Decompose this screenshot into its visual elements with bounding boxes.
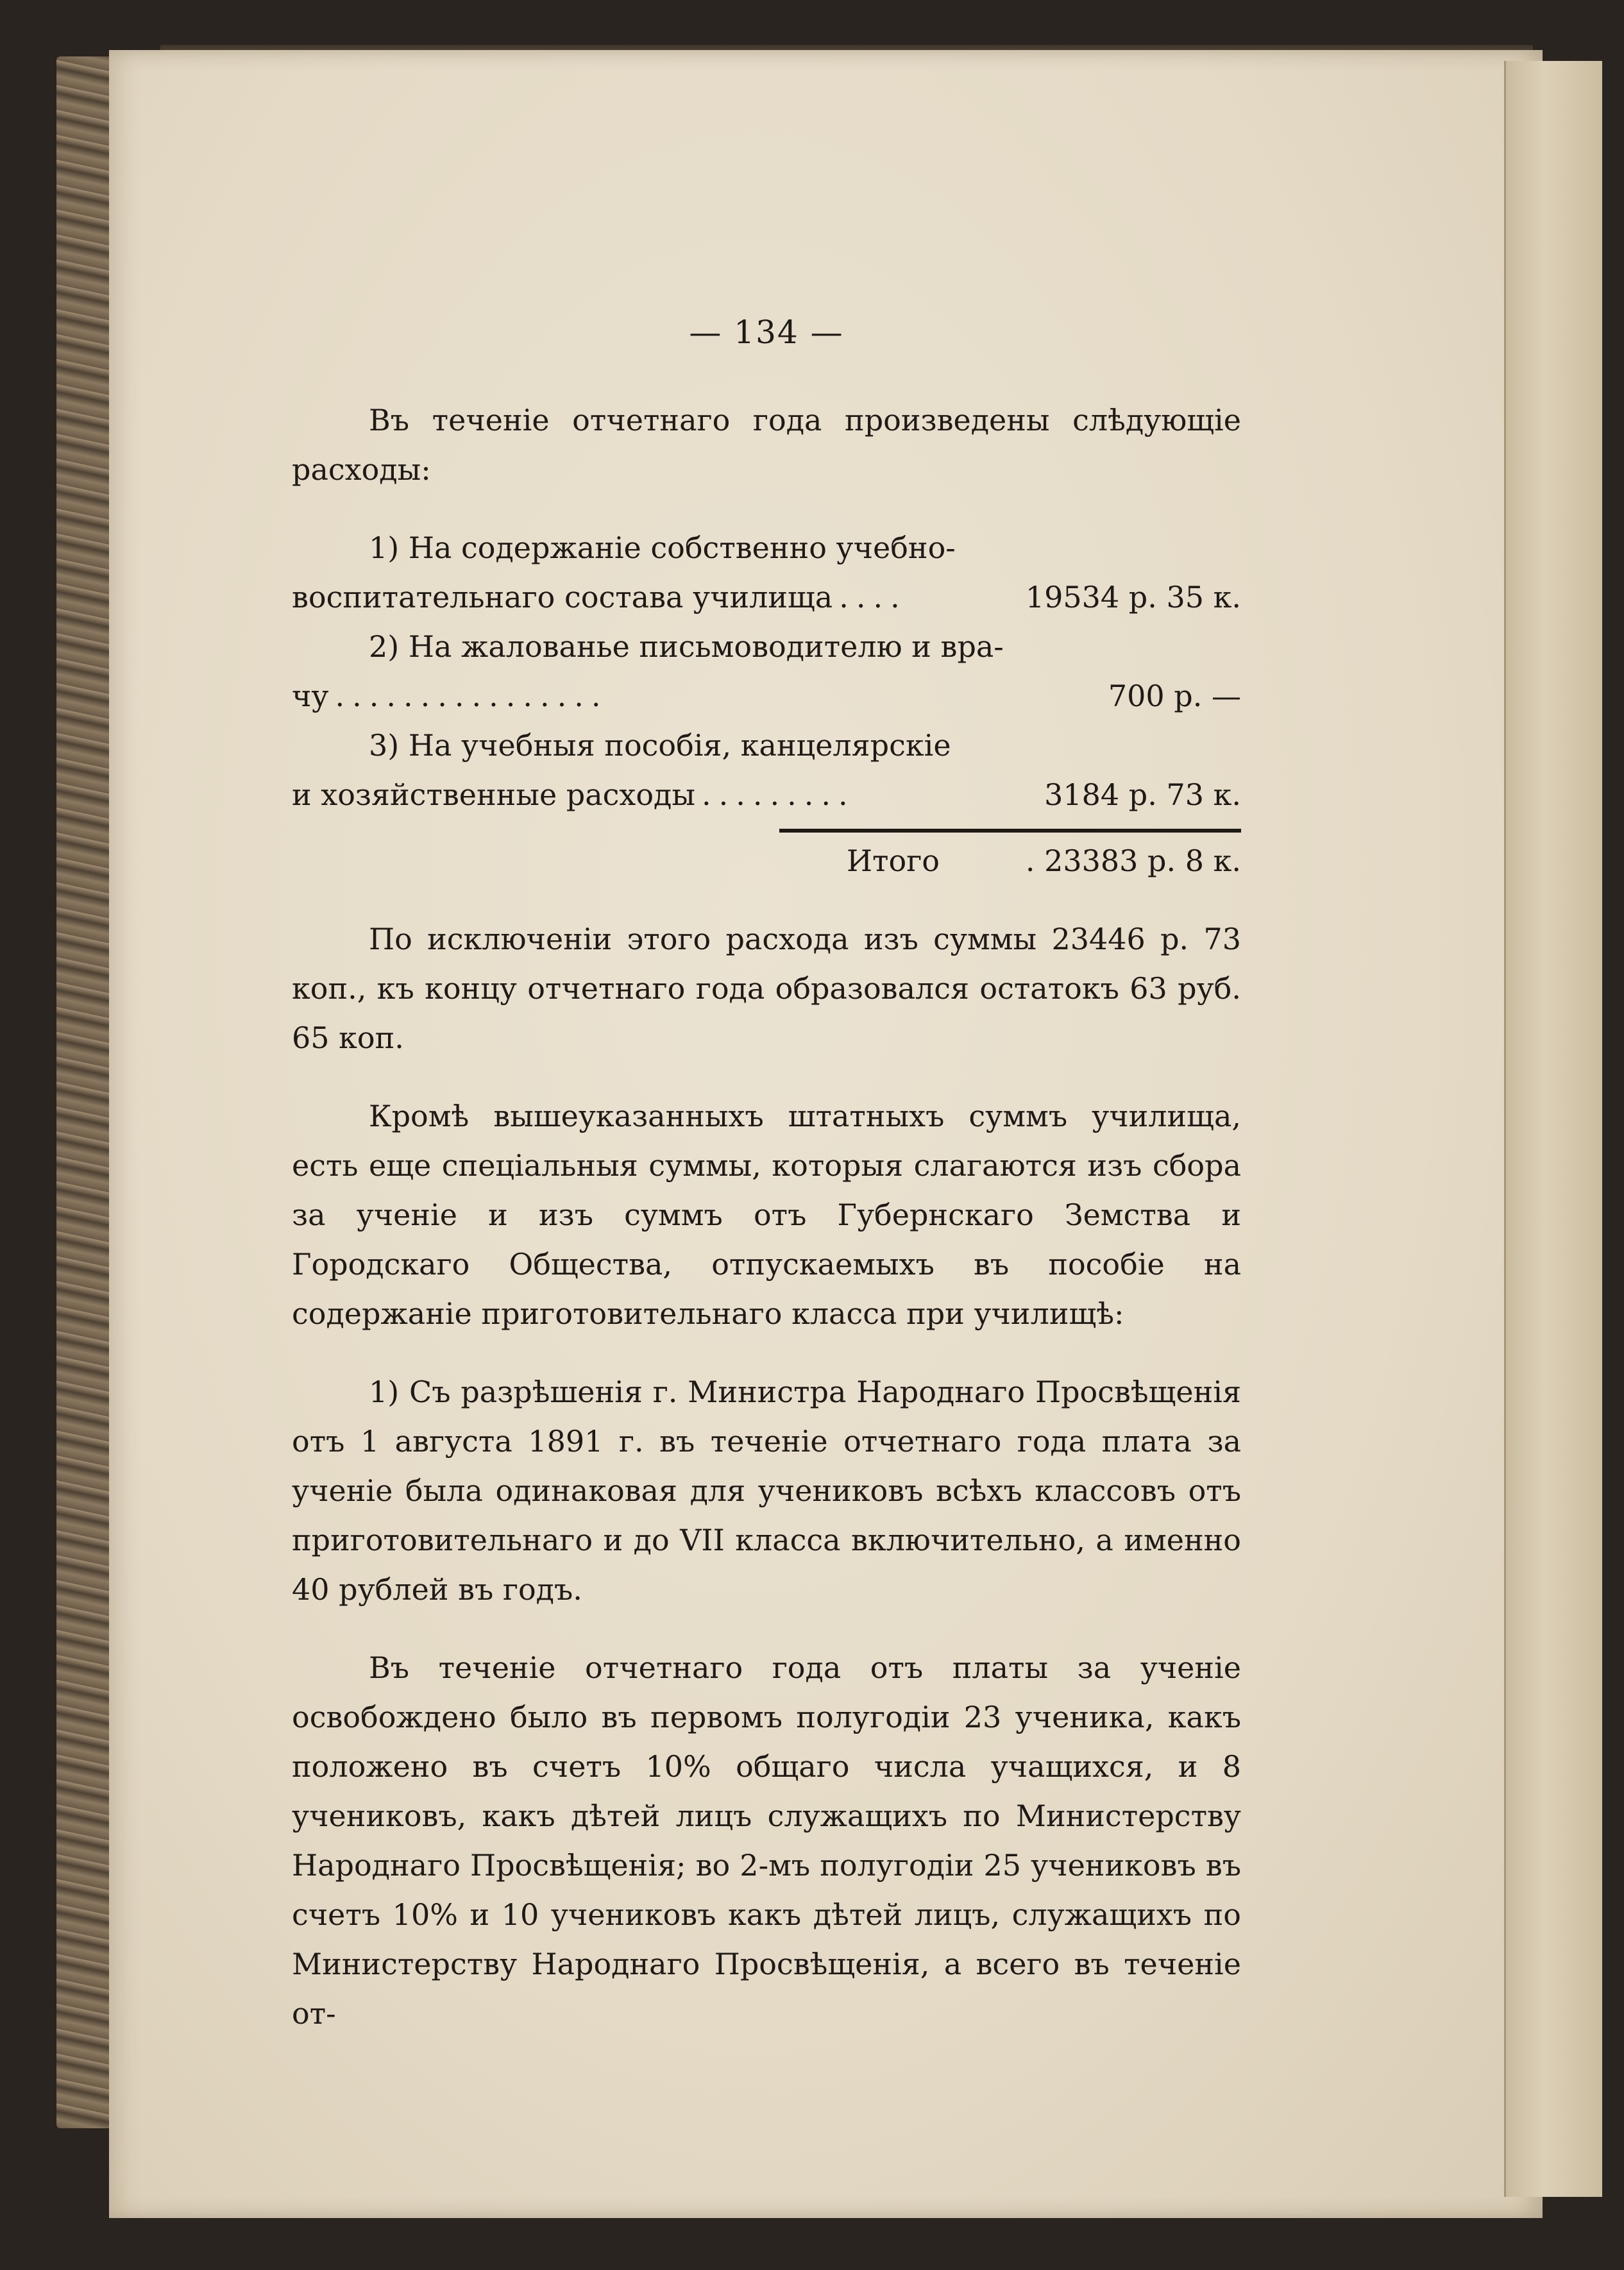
balance-paragraph: По исключеніи этого расхода изъ суммы 23446 р. 73 коп., къ концу отчетнаго года образовался остатокъ 63 руб. 65 коп. [292,922,1241,1055]
total-amount: . 23383 р. 8 к. [1025,843,1241,878]
page-number: — 134 — [689,314,844,351]
expense-item-line2 [292,770,1241,820]
expense-item-text: и хозяйственные расходы [292,777,695,812]
expense-amount: 700 р. — [1108,679,1241,713]
expense-item [292,622,1241,721]
expense-item [292,721,1241,820]
page-content [292,308,1241,2067]
expense-item-line2 [292,573,1241,622]
facing-page-edge [1504,61,1602,2197]
expense-item-line1: 1) На содержаніе собственно учебно- [369,530,956,565]
tuition-paragraph: 1) Съ разрѣшенія г. Министра Народнаго Просвѣщенія отъ 1 августа 1891 г. въ теченіе отчетнаго года плата за ученіе была одинаковая для учениковъ всѣхъ классовъ отъ приготовительнаго и до VII класса включительно, а именно 40 рублей въ годъ. [292,1375,1241,1607]
leader-dots: ................ [335,679,609,713]
special-funds-paragraph: Кромѣ вышеуказанныхъ штатныхъ суммъ училища, есть еще спеціальныя суммы, которыя слагаются изъ сбора за ученіе и изъ суммъ отъ Губернскаго Земства и Городскаго Общества, отпускаемыхъ въ пособіе на содержаніе приготовительнаго класса при училищѣ: [292,1099,1241,1331]
expense-amount: 3184 р. 73 к. [1044,777,1241,812]
expense-amount: 19534 р. 35 к. [1025,580,1241,614]
total-rule [779,829,1241,833]
exemption-paragraph: Въ теченіе отчетнаго года отъ платы за ученіе освобождено было въ первомъ полугодіи 23 ученика, какъ положено въ счетъ 10% общаго числа учащихся, и 8 учениковъ, какъ дѣтей лицъ служащихъ по Министерству Народнаго Просвѣщенія; во 2-мъ полугодіи 25 учениковъ въ счетъ 10% и 10 учениковъ какъ дѣтей лицъ, служащихъ по Министерству Народнаго Просвѣщенія, а всего въ теченіе от- [292,1650,1241,2031]
intro-paragraph: Въ теченіе отчетнаго года произведены слѣдующіе расходы: [292,403,1241,487]
expense-item-line2 [292,672,1241,721]
total-label: Итого [846,843,940,878]
leader-dots: ......... [702,777,856,812]
expense-item [292,523,1241,622]
expense-item-text: чу [292,679,329,713]
expense-list [292,523,1241,886]
expense-item-text: воспитательнаго состава училища [292,580,833,614]
total-line [292,836,1241,886]
expense-item-line1: 3) На учебныя пособія, канцелярскіе [369,728,951,763]
leader-dots: .... [839,580,908,614]
expense-item-line1: 2) На жалованье письмоводителю и вра- [369,629,1004,664]
